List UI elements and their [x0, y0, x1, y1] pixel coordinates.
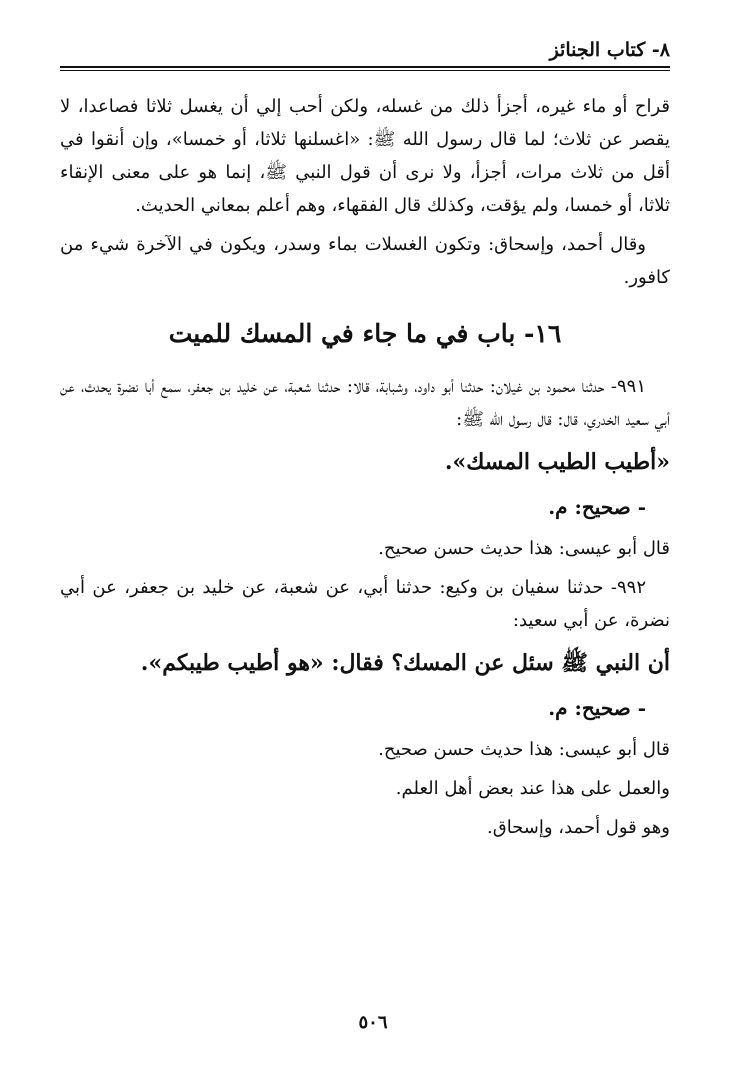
header-rule-thin	[60, 70, 670, 71]
hadith-991-comment: قال أبو عيسى: هذا حديث حسن صحيح.	[378, 538, 670, 559]
header-rule	[60, 66, 670, 68]
hadith-992-comment-2: والعمل على هذا عند بعض أهل العلم.	[395, 778, 670, 799]
hadith-992-comment-3: وهو قول أحمد، وإسحاق.	[487, 817, 670, 838]
body-paragraph-1: قراح أو ماء غيره، أجزأ ذلك من غسله، ولكن أحب إلي أن يغسل ثلاثا فصاعدا، لا يقصر عن ثلاث؛ لما قال رسول الله ﷺ: «اغسلنها ثلاثا، أو خمسا»، وإن أنقوا في أقل من ثلاث مرات، أجزأ، ولا نرى أن قول النبي ﷺ، إنما هو على معنى الإنقاء ثلاثا، أو خمسا، ولم يؤقت، وكذلك قال الفقهاء، وهم أعلم بمعاني الحديث.	[60, 96, 670, 216]
page-number: ٥٠٦	[358, 1012, 388, 1033]
hadith-991-isnad: ٩٩١- حدثنا محمود بن غيلان: حدثنا أبو داود، وشبابة، قالا: حدثنا شعبة، عن خليد بن جعفر، سمع أبا نضرة يحدث، عن أبي سعيد الخدري، قال: قال رسول الله ﷺ:	[60, 376, 670, 430]
hadith-992-isnad: ٩٩٢- حدثنا سفيان بن وكيع: حدثنا أبي، عن شعبة، عن خليد بن جعفر، عن أبي نضرة، عن أبي سعيد:	[60, 577, 670, 631]
hadith-992-grade: - صحيح: م.	[548, 696, 646, 720]
running-head: ٨- كتاب الجنائز	[549, 39, 670, 61]
hadith-991-matn: «أطيب الطيب المسك».	[444, 449, 670, 475]
body-paragraph-2: وقال أحمد، وإسحاق: وتكون الغسلات بماء وسدر، ويكون في الآخرة شيء من كافور.	[60, 234, 670, 288]
hadith-992-matn: أن النبي ﷺ سئل عن المسك؟ فقال: «هو أطيب طيبكم».	[140, 650, 670, 676]
hadith-992-comment-1: قال أبو عيسى: هذا حديث حسن صحيح.	[378, 739, 670, 760]
chapter-title: ١٦- باب في ما جاء في المسك للميت	[168, 319, 562, 348]
hadith-991-grade: - صحيح: م.	[548, 495, 646, 519]
page-content	[60, 90, 670, 850]
